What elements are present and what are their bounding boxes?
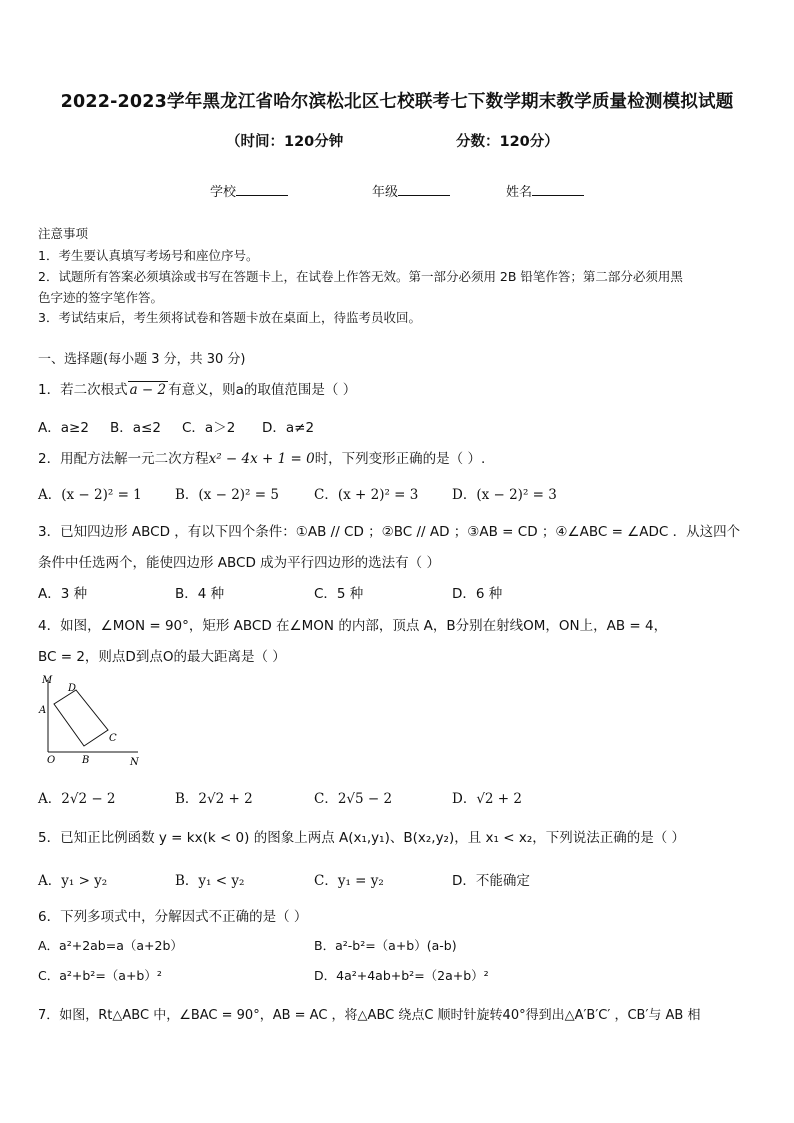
grade-blank: [398, 183, 450, 196]
q1-option-a: A．a≥2: [38, 420, 89, 436]
exam-score: 分数：120分）: [456, 134, 559, 150]
question-7: 7．如图，Rt△ABC 中，∠BAC = 90°，AB = AC ，将△ABC 绕点C 顺时针旋转40°得到出△A′B′C′ ，CB′与 AB 相: [38, 1008, 701, 1023]
q4-option-a: A．2√2 − 2: [38, 791, 116, 807]
q6-option-d: D．4a²+4ab+b²=（2a+b）²: [314, 968, 489, 983]
q4-figure: [34, 672, 144, 768]
question-3-line-1: 3．已知四边形 ABCD ，有以下四个条件：①AB // CD ；②BC // AD ；③AB = CD ；④∠ABC = ∠ADC ．从这四个: [38, 524, 741, 540]
q2-text-pre: 2．用配方法解一元二次方程: [38, 451, 209, 467]
q5-option-a: A．y₁ > y₂: [38, 873, 108, 889]
question-4-line-1: 4．如图，∠MON = 90°，矩形 ABCD 在∠MON 的内部，顶点 A，B分别在射线OM，ON上，AB = 4，: [38, 618, 668, 634]
q3-option-d: D．6 种: [452, 586, 503, 602]
question-5: 5．已知正比例函数 y = kx(k < 0) 的图象上两点 A(x₁,y₁)、B(x₂,y₂)，且 x₁ < x₂，下列说法正确的是（ ）: [38, 830, 686, 846]
school-label: 学校: [210, 185, 237, 200]
label-n: N: [130, 757, 139, 768]
question-6: 6．下列多项式中，分解因式不正确的是（ ）: [38, 909, 308, 925]
name-field: [506, 181, 584, 200]
name-blank: [532, 183, 584, 196]
question-4-line-2: BC = 2，则点D到点O的最大距离是（ ）: [38, 649, 286, 665]
q5-option-b: B．y₁ < y₂: [175, 873, 245, 889]
q5-option-c: C．y₁ = y₂: [314, 873, 384, 889]
note-line: 1．考生要认真填写考场号和座位序号。: [38, 248, 259, 263]
school-blank: [236, 183, 288, 196]
q6-option-a: A．a²+2ab=a（a+2b）: [38, 938, 183, 953]
label-c: C: [109, 733, 117, 744]
q1-radical: a − 2: [129, 382, 167, 398]
q4-option-d: D．√2 + 2: [452, 791, 522, 807]
q1-text-pre: 1．若二次根式: [38, 382, 128, 398]
q2-option-d: D．(x − 2)² = 3: [452, 487, 557, 503]
label-b: B: [82, 755, 90, 766]
label-d: D: [68, 683, 77, 694]
q1-option-b: B．a≤2: [110, 420, 161, 436]
q1-option-c: C．a＞2: [182, 420, 236, 436]
q2-text-post: 时，下列变形正确的是（ ）.: [314, 451, 486, 467]
q3-option-a: A．3 种: [38, 586, 88, 602]
note-line: 3．考试结束后，考生须将试卷和答题卡放在桌面上，待监考员收回。: [38, 310, 421, 325]
label-m: M: [42, 675, 53, 686]
school-field: [210, 181, 288, 200]
q2-option-c: C．(x + 2)² = 3: [314, 487, 419, 503]
q5-option-d: D．不能确定: [452, 873, 530, 889]
grade-field: [372, 181, 450, 200]
q1-option-d: D．a≠2: [262, 420, 315, 436]
note-line: 2．试题所有答案必须填涂或书写在答题卡上，在试卷上作答无效。第一部分必须用 2B 铅笔作答；第二部分必须用黑: [38, 269, 683, 284]
note-line: 色字迹的签字笔作答。: [38, 290, 164, 305]
rectangle-abcd: [54, 690, 108, 746]
name-label: 姓名: [506, 185, 533, 200]
q6-option-c: C．a²+b²=（a+b）²: [38, 968, 162, 983]
page-title: 2022-2023学年黑龙江省哈尔滨松北区七校联考七下数学期末教学质量检测模拟试题: [60, 92, 734, 112]
q4-option-b: B．2√2 + 2: [175, 791, 253, 807]
q1-text-post: 有意义，则a的取值范围是（ ）: [168, 382, 357, 398]
question-3-line-2: 条件中任选两个，能使四边形 ABCD 成为平行四边形的选法有（ ）: [38, 555, 440, 571]
notes-heading: 注意事项: [38, 226, 89, 241]
label-a: A: [39, 705, 47, 716]
label-o: O: [47, 755, 56, 766]
question-2: [38, 447, 485, 467]
q3-option-c: C．5 种: [314, 586, 364, 602]
q6-option-b: B．a²-b²=（a+b）(a-b): [314, 938, 457, 953]
section-heading: 一、选择题(每小题 3 分，共 30 分): [38, 352, 246, 367]
q3-option-b: B．4 种: [175, 586, 225, 602]
q4-option-c: C．2√5 − 2: [314, 791, 393, 807]
q2-option-a: A．(x − 2)² = 1: [38, 487, 142, 503]
question-1: [38, 378, 356, 398]
q2-option-b: B．(x − 2)² = 5: [175, 487, 279, 503]
exam-time: （时间：120分钟: [226, 134, 344, 150]
grade-label: 年级: [372, 185, 399, 200]
q2-equation: x² − 4x + 1 = 0: [208, 451, 315, 467]
